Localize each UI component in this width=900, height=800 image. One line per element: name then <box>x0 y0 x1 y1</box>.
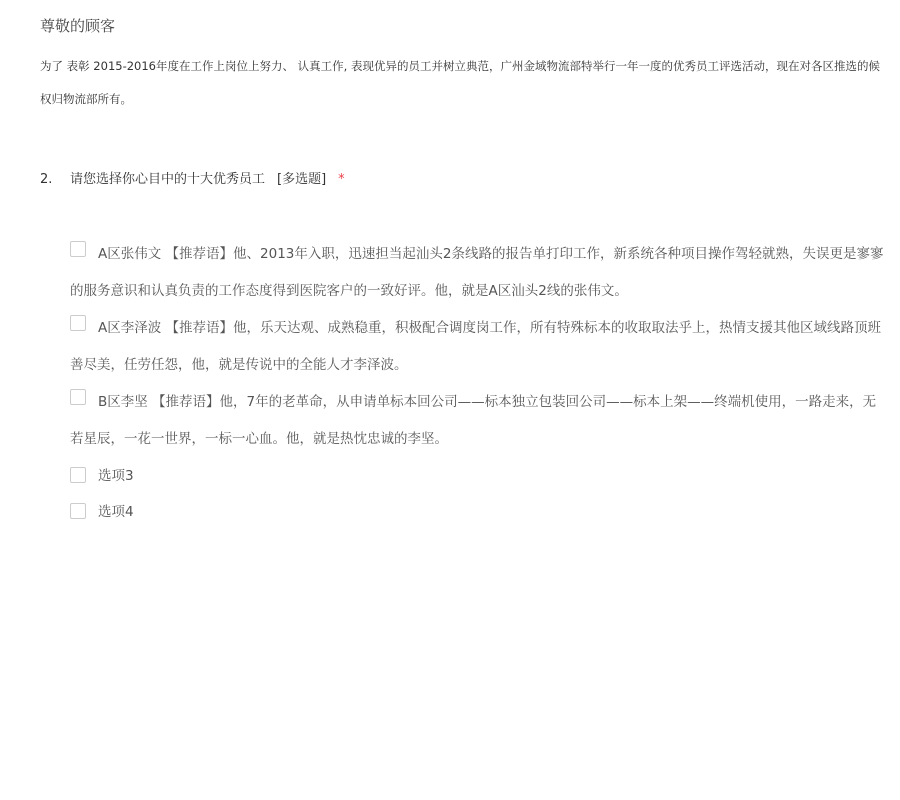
option-label[interactable]: A区张伟文 【推荐语】他、2013年入职，迅速担当起汕头2条线路的报告单打印工作，新系统各种项目操作驾轻就熟，失误更是寥寥 <box>98 246 884 262</box>
question-title: 请您选择你心目中的十大优秀员工 <box>70 172 266 187</box>
checkbox[interactable] <box>70 503 86 519</box>
option-item-4[interactable] <box>70 494 900 530</box>
option-label[interactable]: B区李坚 【推荐语】他，7年的老革命，从申请单标本回公司——标本独立包装回公司——标本上架——终端机使用，一路走来，无 <box>98 394 877 410</box>
checkbox[interactable] <box>70 315 86 331</box>
required-mark: * <box>338 172 345 187</box>
checkbox[interactable] <box>70 467 86 483</box>
question-type-label: [多选题] <box>277 172 327 187</box>
option-label[interactable]: 选项3 <box>98 468 134 484</box>
option-item-li-zebo[interactable] <box>70 310 900 384</box>
option-label[interactable]: A区李泽波 【推荐语】他，乐天达观、成熟稳重，积极配合调度岗工作，所有特殊标本的收取取法乎上，热情支援其他区域线路顶班 <box>98 320 882 336</box>
option-label-continued: 的服务意识和认真负责的工作态度得到医院客户的一致好评。他，就是A区汕头2线的张伟文。 <box>70 283 628 299</box>
option-label-continued: 若星辰，一花一世界，一标一心血。他，就是热忱忠诚的李坚。 <box>70 431 448 447</box>
option-item-zhang-weiwen[interactable] <box>70 236 900 310</box>
question-title-row <box>40 168 345 187</box>
survey-intro <box>40 50 900 116</box>
intro-text-line-1: 为了 表彰 2015-2016年度在工作上岗位上努力、 认真工作, 表现优异的员工并树立典范，广州金域物流部特举行一年一度的优秀员工评选活动，现在对各区推选的候 <box>40 59 880 73</box>
checkbox[interactable] <box>70 241 86 257</box>
option-label-continued: 善尽美，任劳任怨，他，就是传说中的全能人才李泽波。 <box>70 357 408 373</box>
question-number: 2. <box>40 172 53 187</box>
greeting-title: 尊敬的顾客 <box>40 17 116 35</box>
option-label[interactable]: 选项4 <box>98 504 134 520</box>
option-list <box>70 236 900 530</box>
option-item-li-jian[interactable] <box>70 384 900 458</box>
checkbox[interactable] <box>70 389 86 405</box>
intro-text-line-2: 权归物流部所有。 <box>40 92 132 106</box>
option-item-3[interactable] <box>70 458 900 494</box>
